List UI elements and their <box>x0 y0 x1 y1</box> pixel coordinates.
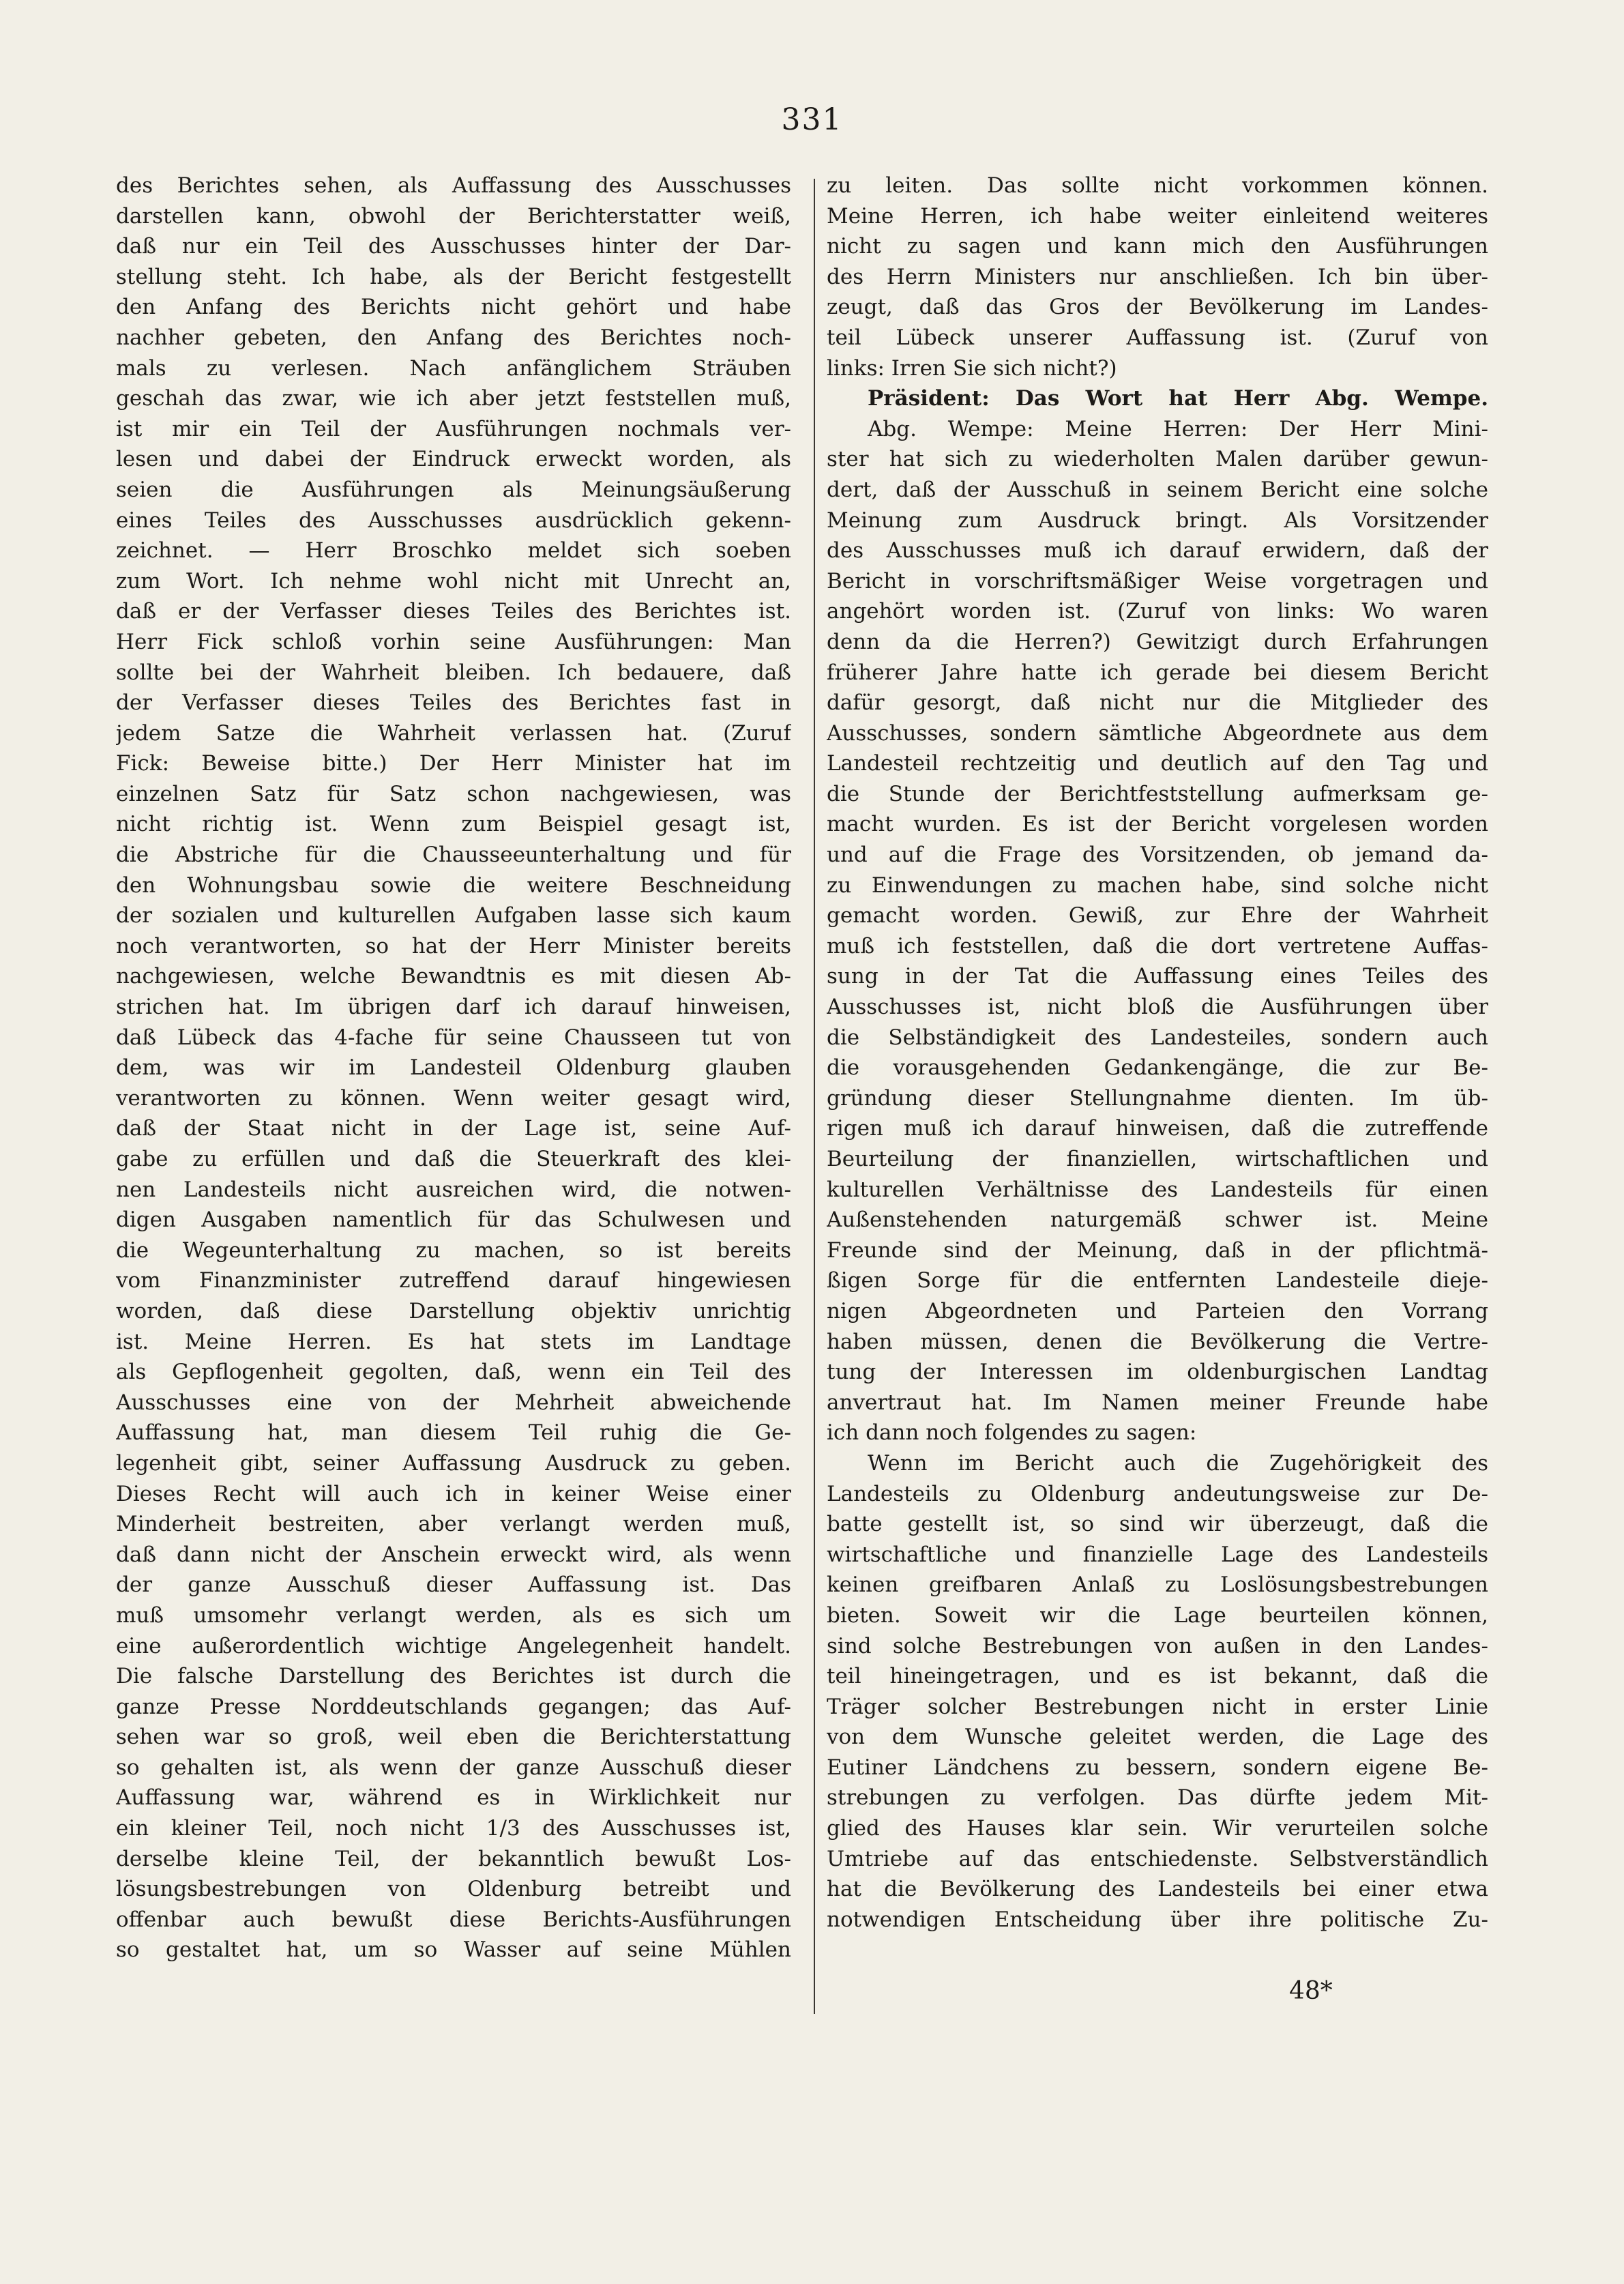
text-line: bieten. Soweit wir die Lage beurteilen können, <box>827 1602 1488 1628</box>
text-line: die Selbständigkeit des Landesteiles, sondern auch <box>827 1025 1488 1050</box>
text-line: Auffassung war, während es in Wirklichkeit nur <box>116 1785 791 1811</box>
text-line: teil Lübeck unserer Auffassung ist. (Zuruf von <box>827 325 1488 350</box>
page-number: 331 <box>781 102 843 137</box>
text-line: zeichnet. — Herr Broschko meldet sich soeben <box>116 538 791 563</box>
text-line: stellung steht. Ich habe, als der Bericht festgestellt <box>116 264 791 289</box>
text-line: nicht zu sagen und kann mich den Ausführungen <box>827 234 1488 259</box>
text-line: Freunde sind der Meinung, daß in der pflichtmä- <box>827 1238 1488 1263</box>
text-line: den Anfang des Berichts nicht gehört und habe <box>116 295 791 320</box>
text-line: noch verantworten, so hat der Herr Minister bereits <box>116 933 791 958</box>
text-line: zu Einwendungen zu machen habe, sind solche nicht <box>827 873 1488 898</box>
text-line: glied des Hauses klar sein. Wir verurteilen solche <box>827 1816 1488 1841</box>
text-line: die vorausgehenden Gedankengänge, die zur Be- <box>827 1055 1488 1081</box>
text-line: keinen greifbaren Anlaß zu Loslösungsbestrebungen <box>827 1572 1488 1598</box>
text-line: so gehalten ist, als wenn der ganze Ausschuß dieser <box>116 1755 791 1780</box>
text-line: sehen war so groß, weil eben die Berichterstattung <box>116 1725 791 1750</box>
text-line: lösungsbestrebungen von Oldenburg betreibt und <box>116 1877 791 1902</box>
text-line: Meinung zum Ausdruck bringt. Als Vorsitzender <box>827 508 1488 533</box>
text-line: Ausschusses ist, nicht bloß die Ausführungen über <box>827 995 1488 1020</box>
text-line: macht wurden. Es ist der Bericht vorgelesen worden <box>827 812 1488 837</box>
text-line: die Stunde der Berichtfeststellung aufmerksam ge- <box>827 781 1488 806</box>
text-line: Dieses Recht will auch ich in keiner Weise einer <box>116 1481 791 1506</box>
text-line: nicht richtig ist. Wenn zum Beispiel gesagt ist, <box>116 812 791 837</box>
text-line: hat die Bevölkerung des Landesteils bei einer etwa <box>827 1877 1488 1902</box>
text-line: ist. Meine Herren. Es hat stets im Landtage <box>116 1329 791 1354</box>
text-line: anvertraut hat. Im Namen meiner Freunde habe <box>827 1390 1488 1415</box>
text-line: ganze Presse Norddeutschlands gegangen; das Auf- <box>116 1694 791 1719</box>
text-line: Landesteils zu Oldenburg andeutungsweise zur De- <box>827 1481 1488 1506</box>
text-line: denn da die Herren?) Gewitzigt durch Erfahrungen <box>827 629 1488 654</box>
text-line: Herr Fick schloß vorhin seine Ausführungen: Man <box>116 629 791 654</box>
text-line: haben müssen, denen die Bevölkerung die Vertre- <box>827 1329 1488 1354</box>
text-line: Die falsche Darstellung des Berichtes ist durch die <box>116 1664 791 1689</box>
text-line: des Berichtes sehen, als Auffassung des Ausschusses <box>116 173 791 198</box>
text-line: strichen hat. Im übrigen darf ich darauf hinweisen, <box>116 995 791 1020</box>
text-line: gemacht worden. Gewiß, zur Ehre der Wahrheit <box>827 903 1488 928</box>
text-line: nen Landesteils nicht ausreichen wird, die notwen- <box>116 1177 791 1202</box>
text-line: mals zu verlesen. Nach anfänglichem Sträuben <box>116 355 791 381</box>
text-line: daß er der Verfasser dieses Teiles des Berichtes ist. <box>116 599 791 624</box>
text-line: der ganze Ausschuß dieser Auffassung ist. Das <box>116 1572 791 1598</box>
left-column <box>116 171 791 1965</box>
text-line: daß nur ein Teil des Ausschusses hinter der Dar- <box>116 234 791 259</box>
text-line: ster hat sich zu wiederholten Malen darüber gewun- <box>827 447 1488 472</box>
text-line: muß ich feststellen, daß die dort vertretene Auffas- <box>827 933 1488 958</box>
text-line: zu leiten. Das sollte nicht vorkommen können. <box>827 173 1488 198</box>
text-line: links: Irren Sie sich nicht?) <box>827 355 1117 381</box>
text-line: nigen Abgeordneten und Parteien den Vorrang <box>827 1298 1488 1323</box>
text-line: dert, daß der Ausschuß in seinem Bericht eine solche <box>827 477 1488 502</box>
text-line: der Verfasser dieses Teiles des Berichtes fast in <box>116 690 791 716</box>
text-line: von dem Wunsche geleitet werden, die Lage des <box>827 1725 1488 1750</box>
text-line: digen Ausgaben namentlich für das Schulwesen und <box>116 1207 791 1233</box>
text-line: dafür gesorgt, daß nicht nur die Mitglieder des <box>827 690 1488 716</box>
text-line: als Gepflogenheit gegolten, daß, wenn ein Teil des <box>116 1360 791 1385</box>
text-line: jedem Satze die Wahrheit verlassen hat. (Zuruf <box>116 720 791 746</box>
text-line: Meine Herren, ich habe weiter einleitend weiteres <box>827 203 1488 229</box>
text-line: Landesteil rechtzeitig und deutlich auf den Tag und <box>827 751 1488 776</box>
text-line: Bericht in vorschriftsmäßiger Weise vorgetragen und <box>827 568 1488 594</box>
column-divider <box>814 179 815 2014</box>
text-line: derselbe kleine Teil, der bekanntlich bewußt Los- <box>116 1846 791 1871</box>
text-line: muß umsomehr verlangt werden, als es sich um <box>116 1602 791 1628</box>
text-line: daß Lübeck das 4-fache für seine Chausseen tut von <box>116 1025 791 1050</box>
text-line: die Abstriche für die Chausseeunterhaltung und für <box>116 843 791 868</box>
text-line: sung in der Tat die Auffassung eines Teiles des <box>827 964 1488 989</box>
text-line: Minderheit bestreiten, aber verlangt werden muß, <box>116 1512 791 1537</box>
text-line: tung der Interessen im oldenburgischen Landtag <box>827 1360 1488 1385</box>
text-line: Umtriebe auf das entschiedenste. Selbstverständlich <box>827 1846 1488 1871</box>
text-line: ich dann noch folgendes zu sagen: <box>827 1420 1197 1446</box>
text-line: worden, daß diese Darstellung objektiv unrichtig <box>116 1298 791 1323</box>
text-line: Eutiner Ländchens zu bessern, sondern eigene Be- <box>827 1755 1488 1780</box>
text-line: angehört worden ist. (Zuruf von links: Wo waren <box>827 599 1488 624</box>
text-line: gründung dieser Stellungnahme dienten. Im üb- <box>827 1085 1488 1111</box>
text-line: Träger solcher Bestrebungen nicht in erster Linie <box>827 1694 1488 1719</box>
text-line: Beurteilung der finanziellen, wirtschaftlichen und <box>827 1147 1488 1171</box>
text-line: gabe zu erfüllen und daß die Steuerkraft des klei- <box>116 1147 791 1171</box>
text-line: verantworten zu können. Wenn weiter gesagt wird, <box>116 1085 791 1111</box>
text-line: zum Wort. Ich nehme wohl nicht mit Unrecht an, <box>116 568 791 594</box>
text-line: einzelnen Satz für Satz schon nachgewiesen, was <box>116 781 791 806</box>
text-line: rigen muß ich darauf hinweisen, daß die zutreffende <box>827 1116 1488 1141</box>
text-line: notwendigen Entscheidung über ihre politische Zu- <box>827 1907 1488 1932</box>
text-line: ein kleiner Teil, noch nicht 1/3 des Ausschusses ist, <box>116 1816 791 1841</box>
right-column <box>827 171 1488 1935</box>
text-line: daß dann nicht der Anschein erweckt wird, als wenn <box>116 1542 791 1567</box>
text-line: des Herrn Ministers nur anschließen. Ich bin über- <box>827 264 1488 289</box>
text-line: ist mir ein Teil der Ausführungen nochmals ver- <box>116 416 791 441</box>
speaker-line: Präsident: Das Wort hat Herr Abg. Wempe. <box>868 386 1488 411</box>
text-line: Auffassung hat, man diesem Teil ruhig die Ge- <box>116 1420 791 1446</box>
text-line: batte gestellt ist, so sind wir überzeugt, daß die <box>827 1512 1488 1537</box>
signature-mark: 48* <box>1289 1977 1333 2005</box>
text-line: Außenstehenden naturgemäß schwer ist. Meine <box>827 1207 1488 1233</box>
text-line: sind solche Bestrebungen von außen in den Landes- <box>827 1633 1488 1658</box>
text-line: lesen und dabei der Eindruck erweckt worden, als <box>116 447 791 472</box>
text-line: vom Finanzminister zutreffend darauf hingewiesen <box>116 1268 791 1293</box>
speaker-line: Abg. Wempe: Meine Herren: Der Herr Mini- <box>868 416 1488 441</box>
text-line: früherer Jahre hatte ich gerade bei diesem Bericht <box>827 660 1488 685</box>
text-line: offenbar auch bewußt diese Berichts-Ausführungen <box>116 1907 791 1932</box>
text-line: Wenn im Bericht auch die Zugehörigkeit des <box>868 1450 1488 1476</box>
text-line: eines Teiles des Ausschusses ausdrücklich gekenn- <box>116 508 791 533</box>
text-line: strebungen zu verfolgen. Das dürfte jedem Mit- <box>827 1785 1488 1811</box>
text-line: zeugt, daß das Gros der Bevölkerung im Landes- <box>827 295 1488 320</box>
text-line: den Wohnungsbau sowie die weitere Beschneidung <box>116 873 791 898</box>
text-line: wirtschaftliche und finanzielle Lage des Landesteils <box>827 1542 1488 1567</box>
text-line: dem, was wir im Landesteil Oldenburg glauben <box>116 1055 791 1081</box>
text-line: Ausschusses, sondern sämtliche Abgeordnete aus dem <box>827 720 1488 746</box>
text-line: der sozialen und kulturellen Aufgaben lasse sich kaum <box>116 903 791 928</box>
text-line: sollte bei der Wahrheit bleiben. Ich bedauere, daß <box>116 660 791 685</box>
text-line: Ausschusses eine von der Mehrheit abweichende <box>116 1390 791 1415</box>
text-line: legenheit gibt, seiner Auffassung Ausdruck zu geben. <box>116 1450 791 1476</box>
text-line: Fick: Beweise bitte.) Der Herr Minister hat im <box>116 751 791 776</box>
text-line: die Wegeunterhaltung zu machen, so ist bereits <box>116 1238 791 1263</box>
text-line: seien die Ausführungen als Meinungsäußerung <box>116 477 791 502</box>
text-line: darstellen kann, obwohl der Berichterstatter weiß, <box>116 203 791 229</box>
text-line: nachher gebeten, den Anfang des Berichtes noch- <box>116 325 791 350</box>
text-line: teil hineingetragen, und es ist bekannt, daß die <box>827 1664 1488 1689</box>
text-line: so gestaltet hat, um so Wasser auf seine Mühlen <box>116 1937 791 1963</box>
text-line: daß der Staat nicht in der Lage ist, seine Auf- <box>116 1116 791 1141</box>
text-line: und auf die Frage des Vorsitzenden, ob jemand da- <box>827 843 1488 868</box>
text-line: geschah das zwar, wie ich aber jetzt feststellen muß, <box>116 386 791 411</box>
text-line: eine außerordentlich wichtige Angelegenheit handelt. <box>116 1633 791 1658</box>
text-line: nachgewiesen, welche Bewandtnis es mit diesen Ab- <box>116 964 791 989</box>
text-line: ßigen Sorge für die entfernten Landesteile dieje- <box>827 1268 1488 1293</box>
text-line: des Ausschusses muß ich darauf erwidern, daß der <box>827 538 1488 563</box>
text-line: kulturellen Verhältnisse des Landesteils für einen <box>827 1177 1488 1202</box>
